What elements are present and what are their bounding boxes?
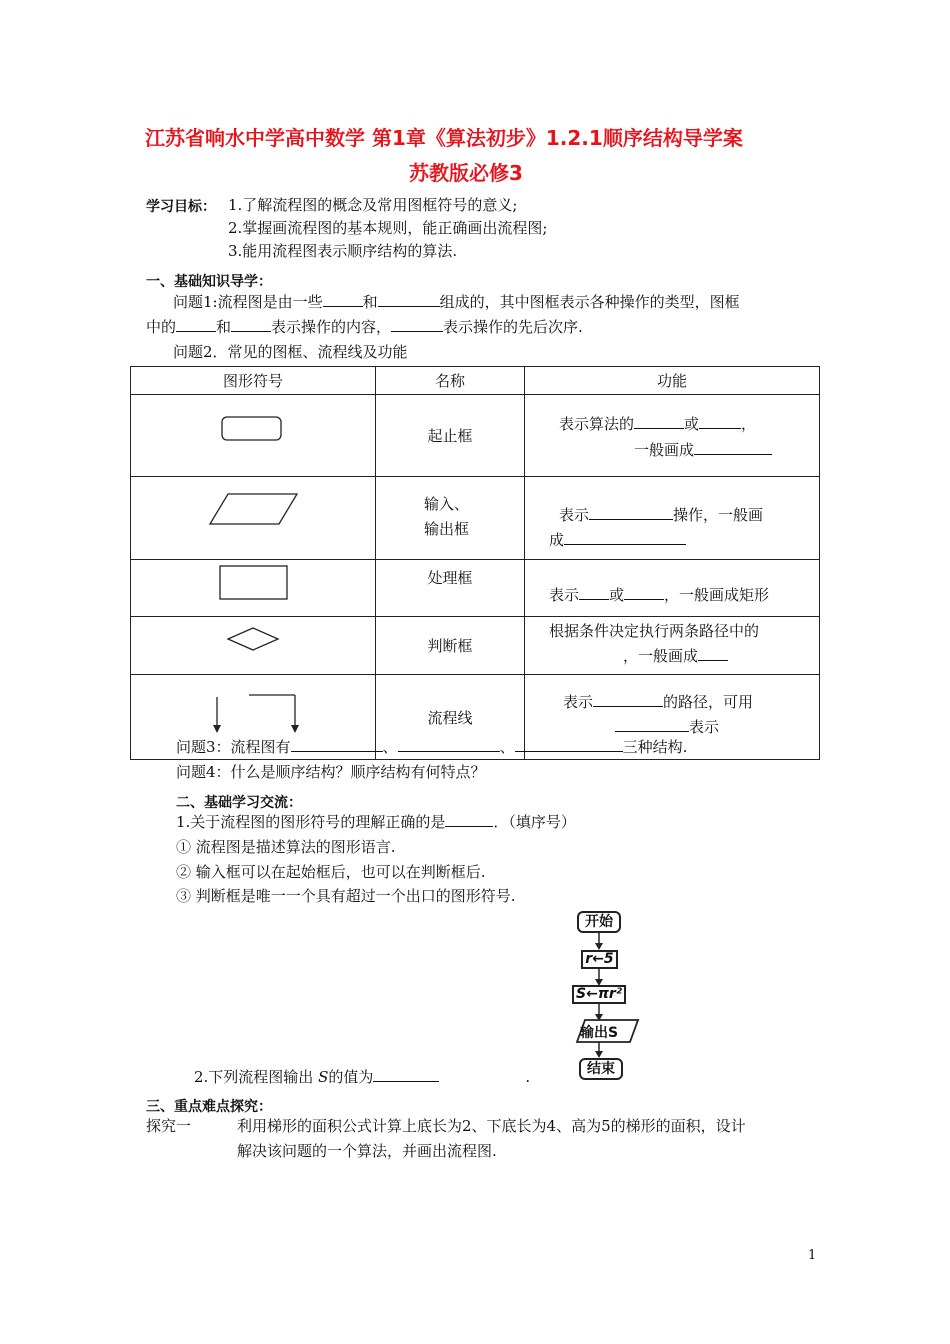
table-row [131,477,820,560]
objectives-label: 学习目标： [146,199,216,215]
diamond-icon [131,617,375,670]
q3-blank-2[interactable] [398,737,500,752]
flowline-func-text-b: 的路径，可用 [663,693,754,711]
terminal-blank-3[interactable] [694,440,772,455]
section1-heading: 一、基础知识导学： [146,274,272,290]
ex2-text-a: 2.下列流程图输出 [194,1068,319,1086]
ex2-blank[interactable] [373,1067,439,1082]
flowchart-start: 开始 [577,911,621,933]
table-header-function: 功能 [525,367,820,395]
table-row [131,395,820,477]
q3-text-a: 问题3：流程图有 [176,738,291,756]
io-func-text-b: 操作，一般画 [673,506,764,524]
terminal-func-text-d: 一般画成 [634,441,695,459]
ex1-text-a: 1.关于流程图的图形符号的理解正确的是 [176,813,446,831]
process-blank-2[interactable] [624,585,664,600]
q1-blank-3[interactable] [176,317,216,332]
q3-text-d: 三种结构. [622,738,688,756]
table-name-terminal: 起止框 [376,395,525,477]
explore-text-line2: 解决该问题的一个算法，并画出流程图. [237,1142,497,1160]
ex1-blank[interactable] [445,812,493,827]
q1-text-g: 表示操作的先后次序. [443,318,583,336]
section3-heading: 三、重点难点探究： [146,1099,272,1115]
rectangle-icon [131,560,375,612]
ex2-var: S [318,1068,329,1086]
process-func-text-a: 表示 [549,586,580,604]
q3-text-c: 、 [499,738,515,756]
table-row [131,617,820,675]
ex2-text-c: . [525,1068,531,1086]
decision-func-text-b: ，一般画成 [623,647,699,665]
table-row [131,560,820,617]
decision-func-text-a: 根据条件决定执行两条路径中的 [549,622,760,640]
option-1: ① 流程图是描述算法的图形语言. [176,838,396,856]
process-func-text-c: ，一般画成矩形 [664,586,770,604]
explore-text-line1: 利用梯形的面积公式计算上底长为2、下底长为4、高为5的梯形的面积，设计 [237,1117,746,1135]
option-3: ③ 判断框是唯一一个具有超过一个出口的图形符号. [176,887,516,905]
objective-item-3: 3.能用流程图表示顺序结构的算法. [228,242,458,260]
decision-blank-1[interactable] [698,646,728,661]
flowline-blank-2[interactable] [615,717,689,732]
flowchart-output: 输出S [580,1025,619,1041]
terminal-blank-1[interactable] [634,414,684,429]
terminal-blank-2[interactable] [699,414,741,429]
flowline-func-text-c: 表示 [689,718,720,736]
q1-text-b: 和 [362,293,378,311]
flowchart-assign-r: r←5 [581,950,618,969]
q1-text-a: 问题1:流程图是由一些 [173,293,323,311]
process-symbol-cell [131,560,376,617]
section2-heading: 二、基础学习交流： [176,795,302,811]
terminal-func-text-b: 或 [684,415,700,433]
terminal-func-text-c: ， [741,415,757,433]
q3-text-b: 、 [382,738,398,756]
process-func-text-b: 或 [609,586,625,604]
flowchart-end: 结束 [579,1058,623,1080]
q1-blank-4[interactable] [231,317,271,332]
q3-blank-3[interactable] [515,737,623,752]
q1-blank-2[interactable] [378,292,440,307]
question-1-line2 [146,316,583,337]
objective-item-2: 2.掌握画流程图的基本规则，能正确画出流程图; [228,219,548,237]
page-title-line2: 苏教版必修3 [409,161,523,185]
io-blank-1[interactable] [589,505,673,520]
option-2: ② 输入框可以在起始框后，也可以在判断框后. [176,863,486,881]
page-title-line1: 江苏省响水中学高中数学 第1章《算法初步》1.2.1顺序结构导学案 [145,126,743,150]
q1-blank-5[interactable] [391,317,443,332]
exercise-1 [176,811,576,832]
question-4: 问题4：什么是顺序结构？顺序结构有何特点？ [176,763,486,781]
table-name-io-b: 输出框 [424,520,470,538]
question-2: 问题2．常见的图框、流程线及功能 [173,343,408,361]
io-symbol-cell [131,477,376,560]
ex1-text-b: ．（填序号） [493,813,576,831]
process-blank-1[interactable] [579,585,609,600]
parallelogram-icon [131,477,375,555]
table-header-name: 名称 [376,367,525,395]
table-name-io-a: 输入、 [424,495,470,513]
flowline-func-text-a: 表示 [563,693,594,711]
table-header-symbol: 图形符号 [131,367,376,395]
q1-text-d: 中的 [146,318,177,336]
rounded-rect-icon [131,395,375,472]
table-name-process: 处理框 [427,569,473,587]
flowchart-symbol-table [130,366,820,760]
table-name-flowline: 流程线 [376,675,525,760]
ex2-text-b: 的值为 [328,1068,374,1086]
terminal-func-text-a: 表示算法的 [559,415,635,433]
terminal-symbol-cell [131,395,376,477]
q1-text-f: 表示操作的内容， [271,318,392,336]
io-func-text-a: 表示 [559,506,590,524]
q1-text-c: 组成的，其中图框表示各种操作的类型，图框 [439,293,740,311]
io-func-text-c: 成 [549,531,565,549]
q1-text-e: 和 [216,318,232,336]
question-1-line1 [173,291,740,312]
objective-item-1: 1.了解流程图的概念及常用图框符号的意义; [228,196,518,214]
decision-symbol-cell [131,617,376,675]
table-name-decision: 判断框 [376,617,525,675]
q1-blank-1[interactable] [323,292,363,307]
exercise-2 [194,1066,530,1087]
explore-label: 探究一 [146,1117,192,1135]
flowline-blank-1[interactable] [593,692,663,707]
flowchart-assign-s: S←πr² [572,985,626,1004]
io-blank-2[interactable] [564,530,686,545]
q3-blank-1[interactable] [291,737,383,752]
question-3 [176,736,687,757]
page-number: 1 [808,1248,817,1263]
